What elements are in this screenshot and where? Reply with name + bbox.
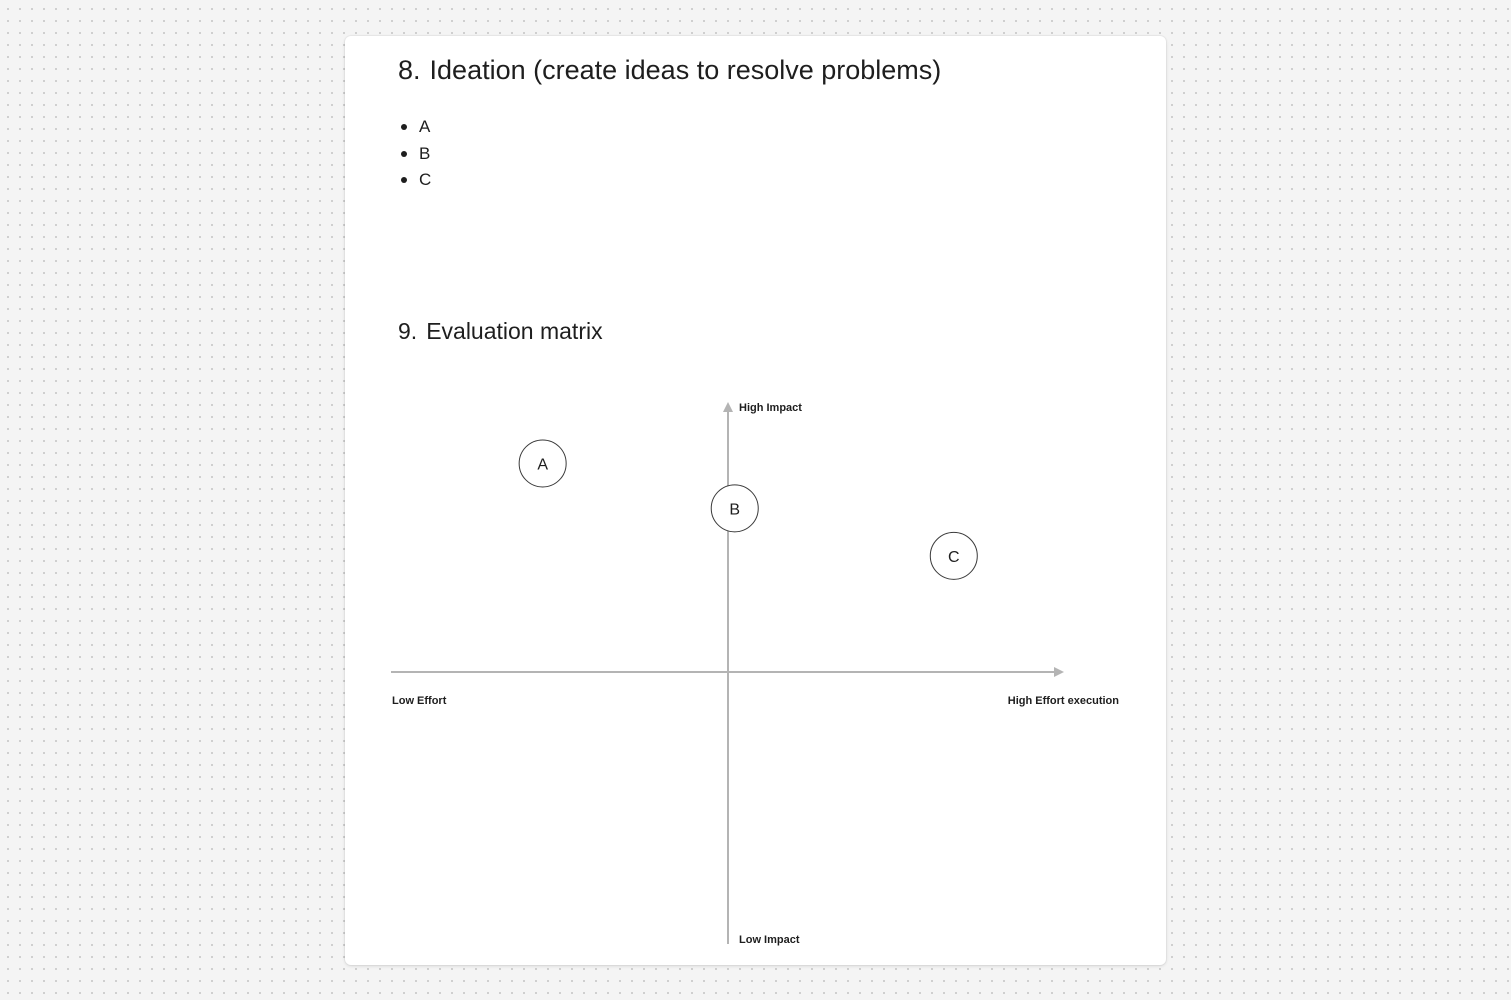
high-impact-label: High Impact — [739, 402, 802, 414]
evaluation-matrix — [345, 36, 1166, 965]
list-item-text: C — [419, 170, 432, 189]
impact-axis-arrow-icon — [723, 402, 733, 412]
low-effort-label: Low Effort — [392, 695, 447, 707]
list-item-text: B — [419, 143, 431, 163]
idea-node-c[interactable] — [930, 532, 977, 579]
ideation-heading-number: 8. — [398, 55, 421, 85]
evaluation-heading-number: 9. — [398, 318, 418, 344]
ideation-heading-text: Ideation (create ideas to resolve problems) — [429, 55, 942, 85]
low-impact-label: Low Impact — [739, 934, 800, 946]
idea-nodes — [519, 440, 977, 579]
idea-node-b[interactable] — [711, 485, 758, 532]
list-item-text: A — [419, 117, 431, 136]
high-effort-label: High Effort execution — [1007, 695, 1119, 707]
evaluation-heading-text: Evaluation matrix — [426, 318, 603, 344]
idea-node-label: C — [948, 548, 960, 566]
effort-axis-arrow-icon — [1054, 667, 1064, 677]
idea-node-label: B — [729, 501, 741, 519]
idea-node-a[interactable] — [519, 440, 566, 487]
content-card — [345, 36, 1166, 965]
idea-node-label: A — [537, 456, 548, 474]
